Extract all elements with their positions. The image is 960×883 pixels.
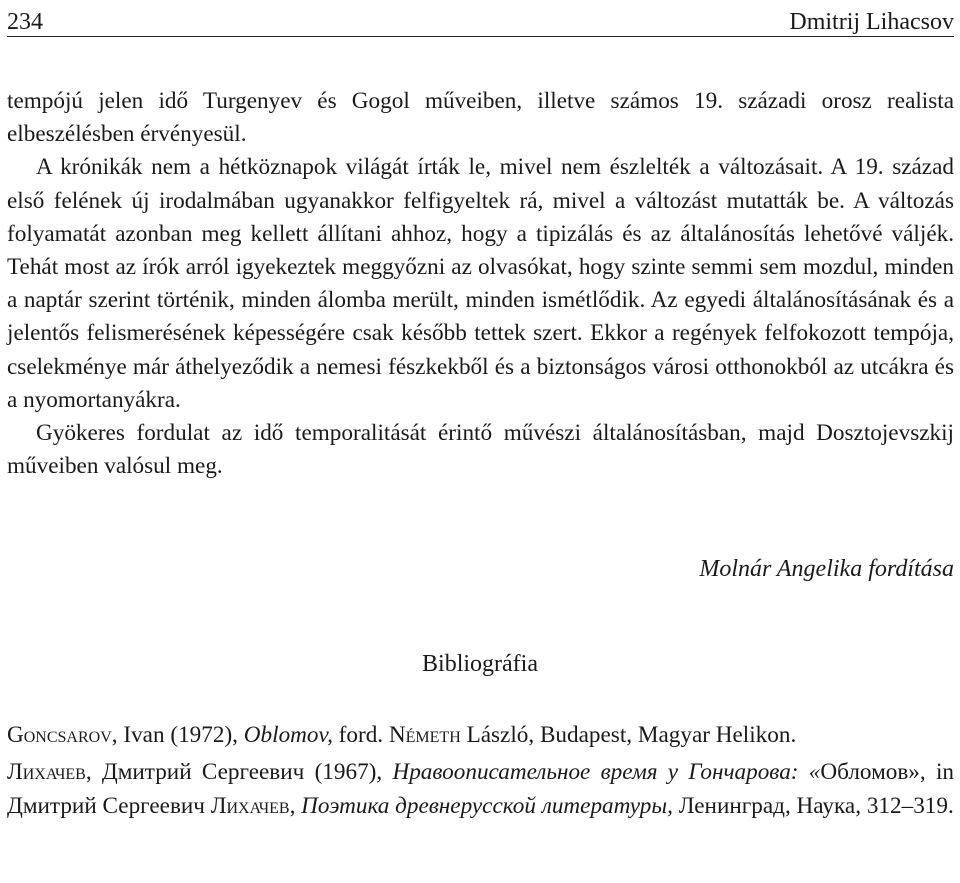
page-number: 234: [7, 9, 43, 35]
entry-text: ,: [289, 793, 302, 819]
entry-title: Нравоописательное время у Гончарова: «: [392, 758, 821, 785]
running-head-author: Dmitrij Lihacsov: [789, 9, 954, 35]
entry-text: Ленинград, Наука, 312–319.: [672, 793, 954, 819]
entry-title: Oblomov,: [243, 722, 333, 748]
entry-translator: Németh: [388, 722, 461, 748]
bibliography-heading: Bibliográfia: [422, 651, 538, 677]
entry-text: , in Дмитрий Сергеевич: [7, 758, 954, 819]
entry-text: Обломов»: [820, 758, 920, 785]
body-text: [7, 85, 954, 483]
entry-author: Лихачев: [7, 758, 86, 785]
header-rule: [7, 36, 954, 37]
bibliography-list: [7, 718, 954, 824]
entry-title-2: Поэтика древнерусской литературы,: [301, 793, 673, 819]
bibliography-entry: [7, 755, 954, 824]
entry-author: Goncsarov: [7, 722, 112, 748]
paragraph-1: tempójú jelen idő Turgenyev és Gogol műveiben, illetve számos 19. századi orosz realista elbeszélésben érvényesül.: [7, 88, 954, 148]
paragraph-3: Gyökeres fordulat az idő temporalitását érintő művészi általánosításban, majd Dosztojevszkij műveiben valósul meg.: [7, 420, 954, 480]
entry-author-2: Лихачев: [210, 793, 290, 819]
running-header: [7, 0, 954, 36]
entry-text: , Дмитрий Сергеевич (1967),: [85, 758, 393, 785]
entry-text: , Ivan (1972),: [111, 722, 244, 748]
entry-text: László, Budapest, Magyar Helikon.: [460, 722, 797, 748]
entry-text: ford.: [332, 722, 389, 748]
translator-credit: Molnár Angelika fordítása: [699, 556, 954, 582]
paragraph-2: A krónikák nem a hétköznapok világát írták le, mivel nem észlelték a változásait. A 19. század első felének új irodalmában ugyanakkor felfigyeltek rá, mivel a változást mutatták be. A változás folyamatát azonban meg kellett állítani ahhoz, hogy a tipizálás és az általánosítás lehetővé váljék. Tehát most az írók arról igyekeztek meggyőzni az olvasókat, hogy szinte semmi sem mozdul, minden a naptár szerint történik, minden álomba merült, minden ismétlődik. Az egyedi általánosításának és a jelentős felismerésének képességére csak később tettek szert. Ekkor a regények felfokozott tempója, cselekménye már áthelyeződik a nemesi fészkekből és a biztonságos városi otthonokból az utcákra és a nyomortanyákra.: [7, 154, 954, 413]
bibliography-entry: [7, 718, 954, 753]
